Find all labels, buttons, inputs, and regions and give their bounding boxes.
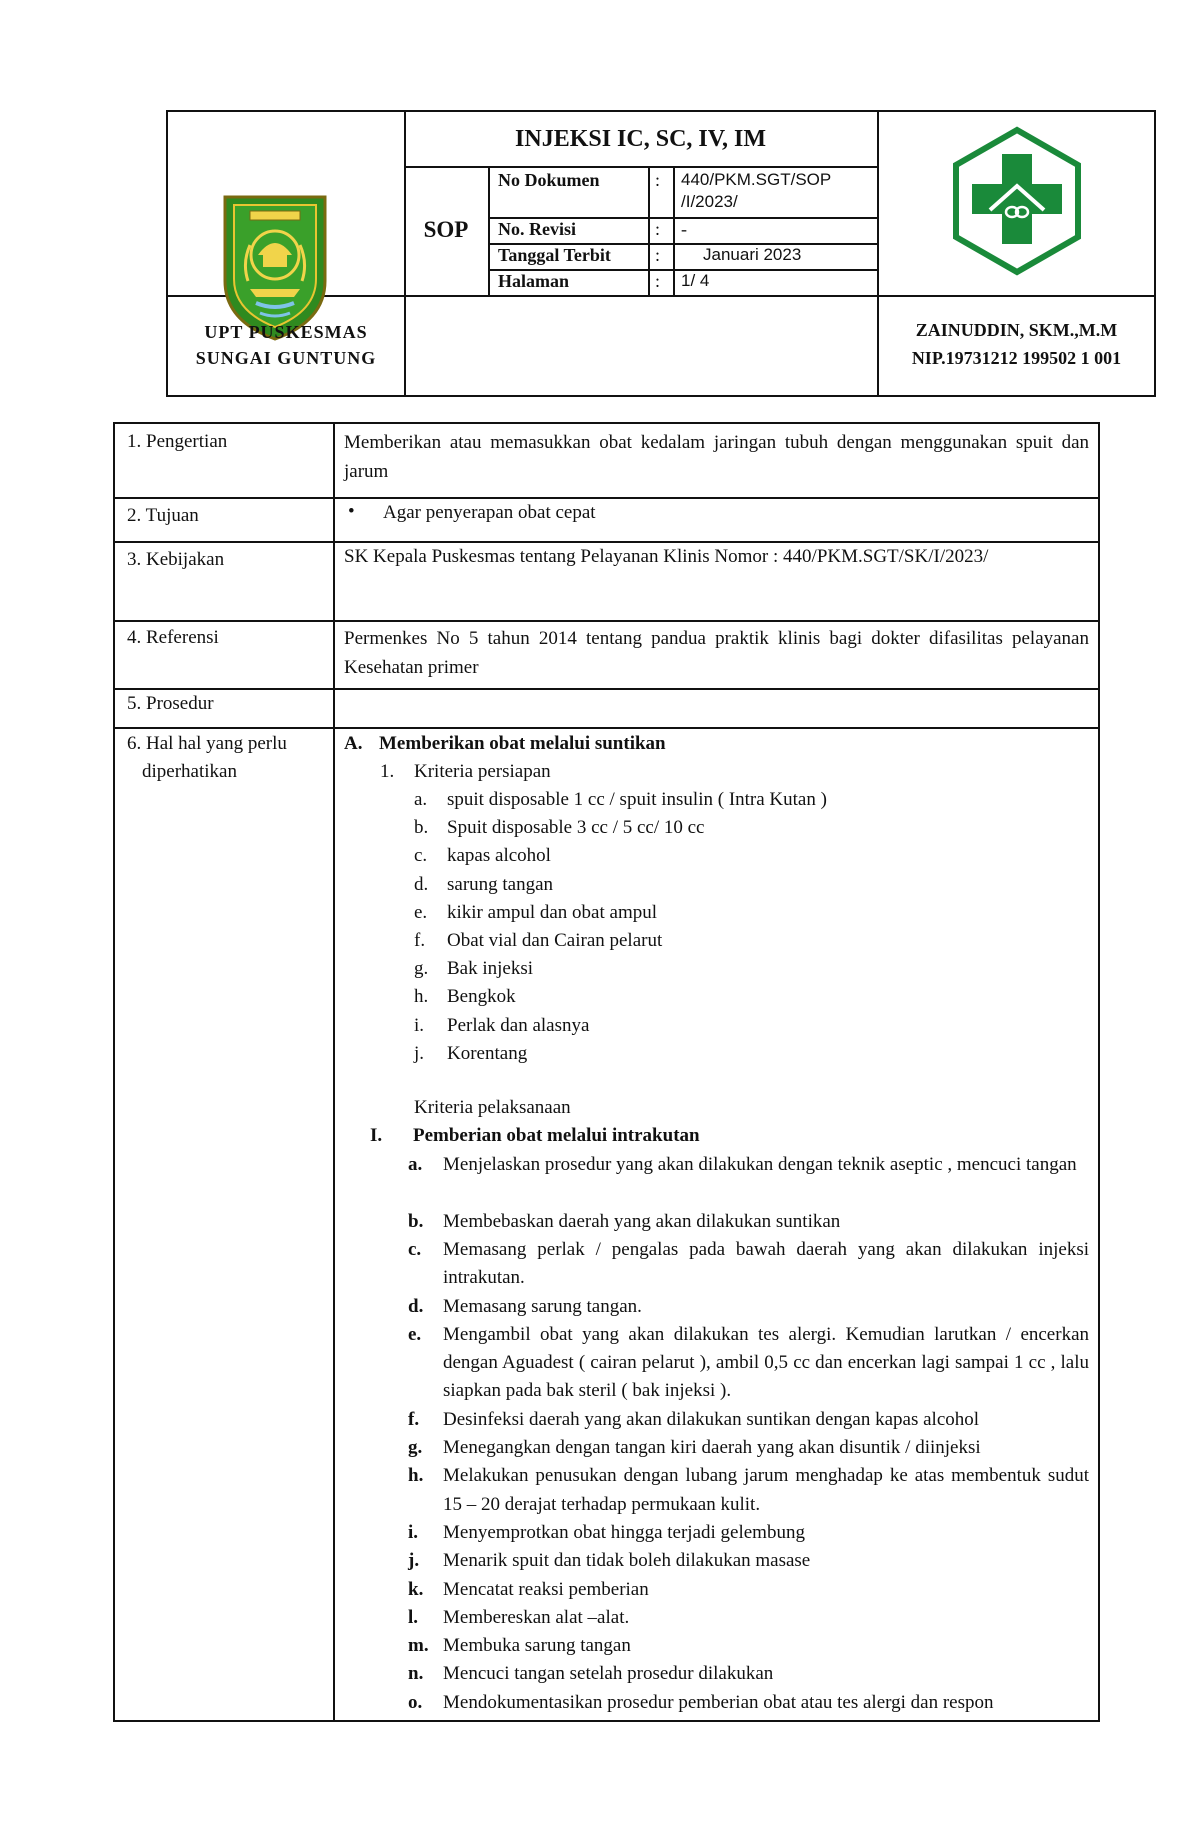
row-content-referensi: Permenkes No 5 tahun 2014 tentang pandua praktik klinis bagi dokter difasilitas pelayanan Kesehatan primer bbox=[344, 628, 1089, 678]
row-divider bbox=[115, 497, 1098, 499]
row-content-pengertian: Memberikan atau memasukkan obat kedalam jaringan tubuh dengan menggunakan spuit dan jarum bbox=[344, 432, 1089, 482]
row-divider bbox=[115, 688, 1098, 690]
sop-header-table bbox=[166, 110, 1156, 397]
regency-emblem-logo bbox=[220, 193, 330, 343]
meta-divider bbox=[673, 166, 675, 295]
prep-item-marker: a. bbox=[414, 789, 428, 810]
step-text: Mencuci tangan setelah prosedur dilakukan bbox=[443, 1663, 774, 1685]
step-text: Melakukan penusukan dengan lubang jarum menghadap ke atas membentuk sudut 15 – 20 derajat terhadap permukaan kulit. bbox=[443, 1465, 1089, 1515]
prep-item-marker: b. bbox=[414, 817, 429, 839]
step-marker: l. bbox=[408, 1606, 419, 1628]
prep-item-text: kapas alcohol bbox=[447, 845, 551, 867]
row-content-tujuan: Agar penyerapan obat cepat bbox=[383, 502, 596, 523]
puskesmas-logo bbox=[950, 126, 1084, 276]
step-marker: g. bbox=[408, 1437, 423, 1458]
step-marker: e. bbox=[408, 1323, 422, 1345]
signer-nip: NIP.19731212 199502 1 001 bbox=[911, 348, 1122, 368]
row-label-pengertian: 1. Pengertian bbox=[127, 431, 228, 452]
row-label-hal-diperhatikan: 6. Hal hal yang perlu bbox=[127, 733, 287, 754]
step-marker: f. bbox=[408, 1408, 420, 1430]
prep-item-marker: h. bbox=[414, 986, 429, 1008]
sop-label: SOP bbox=[423, 217, 469, 242]
step-text: Membebaskan daerah yang akan dilakukan suntikan bbox=[443, 1210, 841, 1232]
header-divider bbox=[404, 166, 877, 168]
step-marker: c. bbox=[408, 1238, 422, 1260]
step-marker: n. bbox=[408, 1663, 424, 1685]
row-divider bbox=[115, 541, 1098, 543]
meta-sep: : bbox=[655, 271, 661, 291]
meta-value-halaman: 1/ 4 bbox=[681, 271, 710, 290]
row-label-hal-diperhatikan-cont: diperhatikan bbox=[142, 761, 237, 782]
step-marker: a. bbox=[408, 1154, 423, 1175]
prep-item-marker: f. bbox=[414, 930, 426, 951]
step-marker: b. bbox=[408, 1210, 424, 1232]
meta-sep: : bbox=[655, 170, 661, 190]
meta-label-tanggal-terbit: Tanggal Terbit bbox=[498, 245, 611, 265]
step-text: Memasang perlak / pengalas pada bawah daerah yang akan dilakukan injeksi intrakutan. bbox=[443, 1238, 1089, 1289]
step-text: Desinfeksi daerah yang akan dilakukan suntikan dengan kapas alcohol bbox=[443, 1408, 980, 1430]
prep-item-text: sarung tangan bbox=[447, 873, 554, 895]
prep-item-marker: e. bbox=[414, 901, 428, 923]
row-label-kebijakan: 3. Kebijakan bbox=[127, 549, 225, 570]
section-marker: A. bbox=[344, 733, 363, 754]
meta-sep: : bbox=[655, 219, 661, 239]
bullet-icon: • bbox=[348, 501, 355, 522]
header-divider bbox=[404, 295, 1154, 297]
prep-item-marker: i. bbox=[414, 1014, 425, 1036]
meta-value-no-dokumen: 440/PKM.SGT/SOP bbox=[681, 170, 832, 189]
prep-item-text: spuit disposable 1 cc / spuit insulin ( Intra Kutan ) bbox=[447, 789, 827, 810]
step-text: Menegangkan dengan tangan kiri daerah yang akan disuntik / diinjeksi bbox=[443, 1437, 981, 1458]
puskesmas-name-line2: SUNGAI GUNTUNG bbox=[195, 348, 377, 368]
step-marker: m. bbox=[408, 1635, 429, 1657]
step-text: Menyemprotkan obat hingga terjadi gelembung bbox=[443, 1521, 805, 1543]
prep-item-text: kikir ampul dan obat ampul bbox=[447, 901, 658, 923]
prep-item-marker: g. bbox=[414, 958, 429, 980]
row-label-tujuan: 2. Tujuan bbox=[127, 505, 199, 526]
roman-marker: I. bbox=[370, 1125, 383, 1146]
step-marker: i. bbox=[408, 1521, 419, 1543]
meta-label-no-dokumen: No Dokumen bbox=[498, 170, 600, 190]
prep-item-text: Obat vial dan Cairan pelarut bbox=[447, 930, 663, 951]
header-divider bbox=[404, 112, 406, 395]
sub-title: Kriteria persiapan bbox=[414, 761, 551, 782]
sub-marker: 1. bbox=[380, 761, 395, 782]
sop-content-table bbox=[113, 422, 1100, 1722]
step-marker: k. bbox=[408, 1578, 424, 1600]
row-divider bbox=[115, 727, 1098, 729]
prep-item-marker: d. bbox=[414, 873, 429, 895]
section-title: Memberikan obat melalui suntikan bbox=[379, 733, 666, 754]
meta-label-no-revisi: No. Revisi bbox=[498, 219, 576, 239]
exec-title: Kriteria pelaksanaan bbox=[414, 1097, 571, 1118]
signer-name: ZAINUDDIN, SKM.,M.M bbox=[915, 320, 1118, 340]
meta-divider bbox=[488, 166, 490, 295]
meta-value-no-dokumen-cont: /I/2023/ bbox=[681, 192, 738, 211]
step-text: Menarik spuit dan tidak boleh dilakukan masase bbox=[443, 1550, 811, 1572]
prep-item-text: Bak injeksi bbox=[447, 958, 534, 980]
step-marker: d. bbox=[408, 1295, 424, 1317]
prep-item-text: Bengkok bbox=[447, 986, 516, 1008]
meta-value-no-revisi: - bbox=[681, 219, 687, 239]
step-text: Membuka sarung tangan bbox=[443, 1635, 631, 1657]
step-text: Mencatat reaksi pemberian bbox=[443, 1578, 649, 1600]
prep-item-text: Korentang bbox=[447, 1042, 528, 1064]
meta-value-tanggal-terbit: Januari 2023 bbox=[703, 245, 802, 264]
step-text: Membereskan alat –alat. bbox=[443, 1606, 630, 1628]
document-title: INJEKSI IC, SC, IV, IM bbox=[515, 126, 766, 152]
step-text: Menjelaskan prosedur yang akan dilakukan dengan teknik aseptic , mencuci tangan bbox=[443, 1154, 1077, 1175]
roman-title: Pemberian obat melalui intrakutan bbox=[413, 1125, 700, 1146]
row-divider bbox=[115, 620, 1098, 622]
prep-item-text: Perlak dan alasnya bbox=[447, 1014, 590, 1036]
step-marker: h. bbox=[408, 1465, 424, 1487]
puskesmas-name-line1: UPT PUSKESMAS bbox=[204, 322, 368, 342]
row-content-kebijakan: SK Kepala Puskesmas tentang Pelayanan Klinis Nomor : 440/PKM.SGT/SK/I/2023/ bbox=[344, 546, 989, 567]
meta-label-halaman: Halaman bbox=[498, 271, 570, 291]
meta-sep: : bbox=[655, 245, 661, 265]
step-text: Mengambil obat yang akan dilakukan tes alergi. Kemudian larutkan / encerkan dengan Aguadest ( cairan pelarut ), ambil 0,5 cc dan encerkan lagi sampai 1 cc , lalu siapkan pada bak steril ( bak injeksi ). bbox=[443, 1323, 1089, 1402]
step-text: Memasang sarung tangan. bbox=[443, 1295, 642, 1317]
step-marker: o. bbox=[408, 1691, 423, 1713]
prep-item-marker: c. bbox=[414, 845, 428, 867]
prep-item-marker: j. bbox=[414, 1042, 425, 1064]
step-text: Mendokumentasikan prosedur pemberian obat atau tes alergi dan respon bbox=[443, 1691, 994, 1713]
column-divider bbox=[333, 424, 335, 1720]
meta-divider bbox=[648, 166, 650, 295]
step-marker: j. bbox=[408, 1550, 420, 1572]
row-label-prosedur: 5. Prosedur bbox=[127, 693, 214, 714]
row-label-referensi: 4. Referensi bbox=[127, 627, 219, 648]
prep-item-text: Spuit disposable 3 cc / 5 cc/ 10 cc bbox=[447, 817, 705, 839]
